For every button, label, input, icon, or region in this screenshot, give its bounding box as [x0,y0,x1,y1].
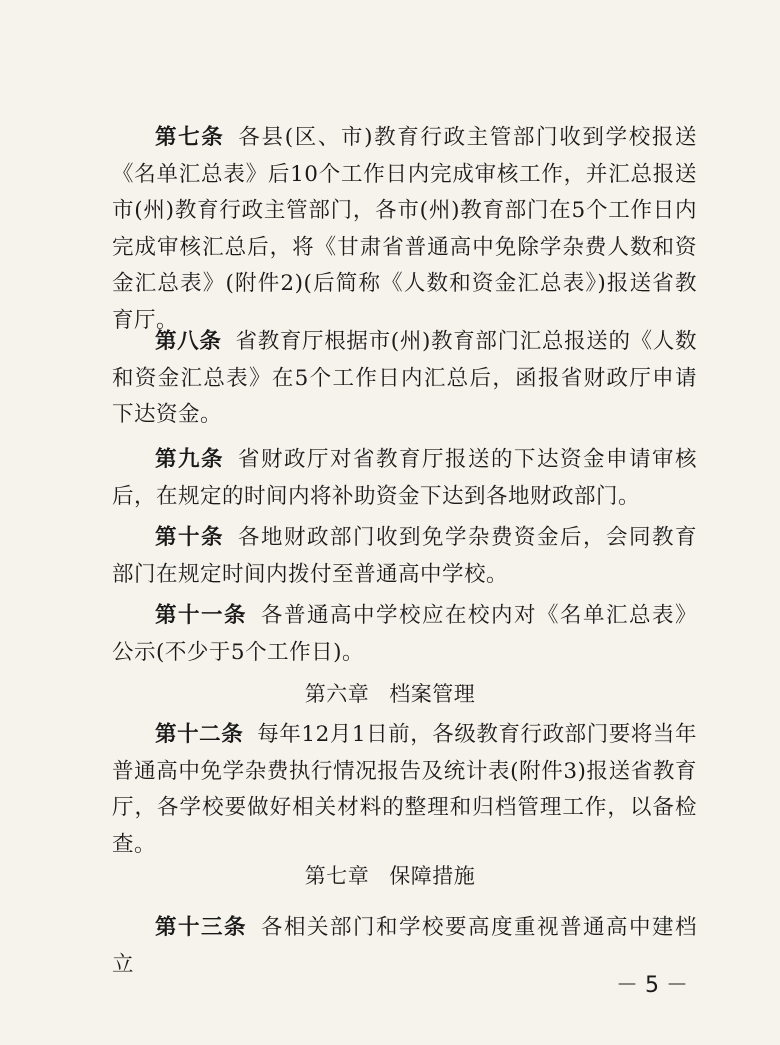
article-text: 各县(区、市)教育行政主管部门收到学校报送《名单汇总表》后10个工作日内完成审核工作，并汇总报送市(州)教育行政主管部门，各市(州)教育部门在5个工作日内完成审核汇总后，将《甘肃省普通高中免除学杂费人数和资金汇总表》(附件2)(后简称《人数和资金汇总表》)报送省教育厅。 [112,125,697,333]
article-text: 每年12月1日前，各级教育行政部门要将当年普通高中免学杂费执行情况报告及统计表(附件3)报送省教育厅，各学校要做好相关材料的整理和归档管理工作，以备检查。 [112,722,697,857]
article-11 [112,598,697,671]
chapter-title: 档案管理 [389,682,476,706]
article-label: 第八条 [155,329,222,354]
article-10 [112,520,697,593]
article-label: 第七条 [155,125,225,150]
article-text: 各普通高中学校应在校内对《名单汇总表》公示(不少于5个工作日)。 [112,603,697,665]
article-text: 各相关部门和学校要高度重视普通高中建档立 [112,915,697,977]
article-label: 第十二条 [155,722,244,747]
article-7 [112,120,697,339]
article-8 [112,324,697,434]
article-label: 第十三条 [155,915,247,940]
page-number: － 5 － [616,973,688,998]
article-text: 各地财政部门收到免学杂费资金后，会同教育部门在规定时间内拨付至普通高中学校。 [112,525,697,587]
chapter-title: 保障措施 [389,864,476,888]
chapter-number: 第六章 [304,682,370,706]
article-label: 第十一条 [155,603,247,628]
article-9 [112,442,697,515]
chapter-6-heading [0,676,780,713]
chapter-number: 第七章 [304,864,370,888]
article-label: 第十条 [155,525,224,550]
article-13 [112,910,697,983]
article-text: 省教育厅根据市(州)教育部门汇总报送的《人数和资金汇总表》在5个工作日内汇总后，函报省财政厅申请下达资金。 [112,329,697,427]
chapter-7-heading [0,858,780,895]
article-label: 第九条 [155,447,224,472]
article-12 [112,717,697,863]
article-text: 省财政厅对省教育厅报送的下达资金申请审核后，在规定的时间内将补助资金下达到各地财政部门。 [112,447,697,509]
